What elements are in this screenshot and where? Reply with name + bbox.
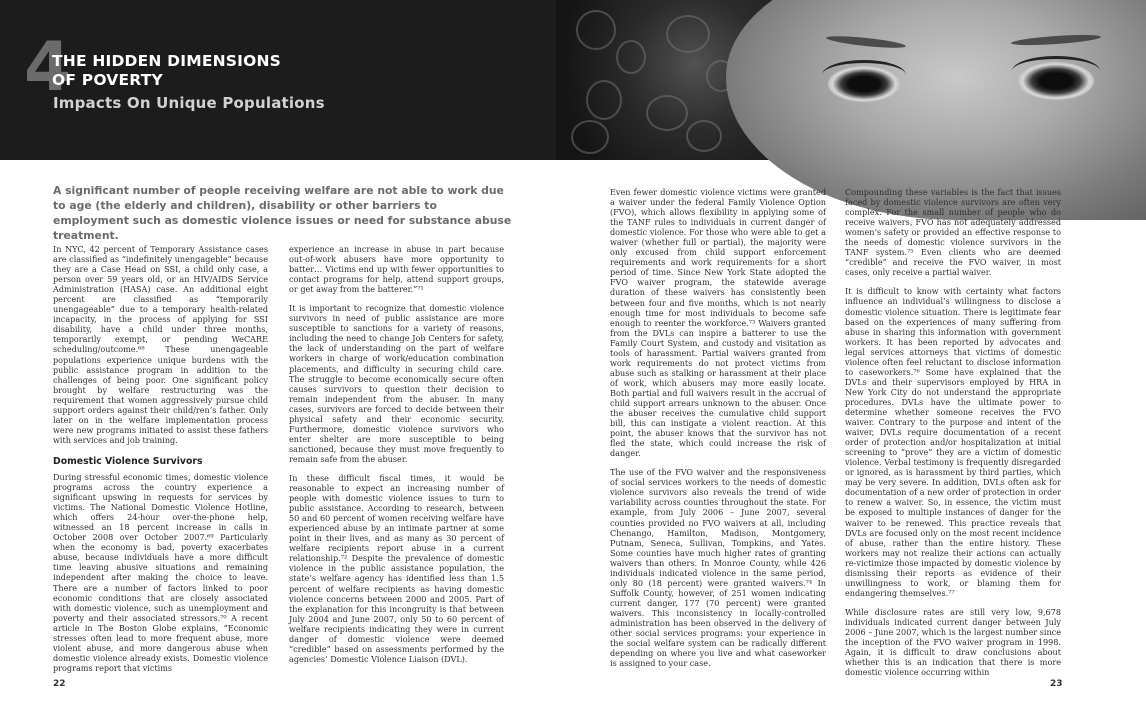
photo-right-eyelid	[1012, 56, 1100, 86]
paragraph: Even fewer domestic violence victims were granted a waiver under the federal Family Violence Option (FVO), which allows flexibility in applying some of the TANF rules to individuals in current danger of domestic violence. For those who were able to get a waiver (whether full or partial), the majority were only excused from child support enforcement requirements and work requirements for a short period of time. Since New York State adopted the FVO waiver program, the statewide average duration of these waivers has consistently been between four and five months, which is not nearly enough time for most individuals to become safe enough to reenter the workforce.⁷³ Waivers granted from the DVLs can inspire a batterer to use the Family Court System, and custody and visitation as tools of harassment. Partial waivers granted from work requirements do not protect victims from abuse such as stalking or harassment at their place of work, which abusers may more easily locate. Both partial and full waivers result in the accrual of child support arrears unknown to the abuser. Once the abuser receives the cumulative child support bill, this can instigate a violent reaction. At this point, the abuser knows that the survivor has not fled the state, which could increase the risk of danger.	[610, 187, 826, 459]
photo-left-eyelid	[822, 60, 906, 90]
paragraph: The use of the FVO waiver and the responsiveness of social services workers to the needs of domestic violence survivors also reveals the trend of wide variability across counties throughout the state. For example, from July 2006 – June 2007, several counties provided no FVO waivers at all, including Chenango, Hamilton, Madison, Montgomery, Putnam, Seneca, Sullivan, Tompkins, and Yates. Some counties have much higher rates of granting waivers than others. In Monroe County, while 426 individuals indicated violence in the same period, only 80 (18 percent) were granted waivers.⁷⁴ In Suffolk County, however, of 251 women indicating current danger, 177 (70 percent) were granted waivers. This inconsistency in locally-controlled administration has been observed in the delivery of other social services programs: your experience in the social welfare system can be radically different depending on where you live and what caseworker is assigned to your case.	[610, 467, 826, 669]
section-heading: Domestic Violence Survivors	[53, 455, 203, 467]
chapter-title-line1: THE HIDDEN DIMENSIONS	[52, 52, 282, 70]
body-column-4	[845, 187, 1061, 678]
paragraph: It is difficult to know with certainty what factors influence an individual’s willingness to disclose a domestic violence situation. There is legitimate fear based on the experiences of many suffering from abuse in sharing this information with government workers. It has been reported by advocates and legal services attorneys that victims of domestic violence often feel reluctant to disclose information to caseworkers.⁷⁶ Some have explained that the DVLs and their supervisors employed by HRA in New York City do not understand the appropriate procedures. DVLs have the ultimate power to determine whether someone receives the FVO waiver. Contrary to the purpose and intent of the waiver, DVLs require documentation of a recent order of protection and/or hospitalization at initial screening to “prove” they are a victim of domestic violence. Verbal testimony is frequently disregarded or ignored, as is harassment by third parties, which may be very severe. In addition, DVLs often ask for documentation of a new order of protection in order to renew a waiver. So, in essence, the victim must be exposed to multiple instances of danger for the waiver to be renewed. This practice reveals that DVLs are focused only on the most recent incidence of abuse, rather than the entire history. These workers may not realize their actions can actually re-victimize those impacted by domestic violence by dismissing their reports as evidence of their unwillingness to work, or blaming them for endangering themselves.⁷⁷	[845, 286, 1061, 598]
paragraph: While disclosure rates are still very low, 9,678 individuals indicated current danger between July 2006 – June 2007, which is the largest number since the inception of the FVO waiver program in 1998. Again, it is difficult to draw conclusions about whether this is an indication that there is more domestic violence occurring within	[845, 606, 1061, 678]
page-number-left: 22	[53, 679, 66, 689]
paragraph: Compounding these variables is the fact that issues faced by domestic violence survivors are often very complex. For the small number of people who do receive waivers, FVO has not adequately addressed women’s safety or provided an effective response to the needs of domestic violence survivors in the TANF system.⁷⁵ Even clients who are deemed “credible” and receive the FVO waiver, in most cases, only receive a partial waiver.	[845, 187, 1061, 278]
paragraph: In NYC, 42 percent of Temporary Assistance cases are classified as “indefinitely unengageble” because they are a Case Head on SSI, a child only case, a person over 59 years old, or an HIV/AIDS Service Administration (HASA) case. An additional eight percent are classified as “temporarily unengageable” due to a temporary health-related incapacity, in the process of applying for SSI disability, have a child under three months, temporarily exempt, or pending WeCARE scheduling/outcome.⁶⁸ These unengageable populations experience unique burdens with the public assistance program in addition to the challenges of being poor. One significant policy brought by welfare restructuring was the requirement that women aggressively pursue child support orders against their child/ren’s father. Only later on in the welfare implementation process were new programs initiated to assist these fathers with services and job training.	[53, 244, 268, 445]
body-column-1	[53, 244, 268, 673]
page-number-right: 23	[1050, 679, 1063, 689]
lead-paragraph: A significant number of people receiving welfare are not able to work due to age (the elderly and children), disability or other barriers to employment such as domestic violence issues or need for substance abuse treatment.	[53, 184, 512, 242]
banner-photo-face	[556, 0, 1113, 160]
paragraph: It is important to recognize that domestic violence survivors in need of public assistance are more susceptible to sanctions for a variety of reasons, including the need to change Job Centers for safety, the lack of understanding on the part of welfare workers in charge of work/education combination placements, and difficulty in securing child care. The struggle to become economically secure often causes survivors to question their decision to remain independent from the abuser. In many cases, survivors are forced to decide between their physical safety and their economic security. Furthermore, domestic violence survivors who enter shelter are more susceptible to being sanctioned, because they must move frequently to remain safe from the abuser.	[289, 303, 504, 464]
chapter-subtitle: Impacts On Unique Populations	[53, 94, 325, 112]
paragraph: During stressful economic times, domestic violence programs across the country experience a significant upswing in requests for services by victims. The National Domestic Violence Hotline, which offers 24-hour over-the-phone help, witnessed an 18 percent increase in calls in October 2008 over October 2007.⁶⁹ Particularly when the economy is bad, poverty exacerbates abuse, because individuals have a more difficult time leaving abusive situations and remaining independent after making the choice to leave. There are a number of factors linked to poor economic conditions that are closely associated with domestic violence, such as unemployment and poverty and their associated stressors.⁷⁰ A recent article in The Boston Globe explains, “Economic stresses often lead to more frequent abuse, more violent abuse, and more dangerous abuse when domestic violence already exists. Domestic violence programs report that victims	[53, 471, 268, 673]
chapter-title	[52, 52, 281, 90]
body-column-3	[610, 187, 826, 669]
paragraph: experience an increase in abuse in part because out-of-work abusers have more opportunity to batter… Victims end up with fewer opportunities to contact programs for help, attend support groups, or get away from the batterer.”⁷¹	[289, 244, 504, 295]
body-column-2	[289, 244, 504, 666]
paragraph: In these difficult fiscal times, it would be reasonable to expect an increasing number of people with domestic violence issues to turn to public assistance. According to research, between 50 and 60 percent of women receiving welfare have experienced abuse by an intimate partner at some point in their lives, and as many as 30 percent of welfare recipients report abuse in a current relationship.⁷² Despite the prevalence of domestic violence in the public assistance population, the state’s welfare agency has identified less than 1.5 percent of welfare recipients as having domestic violence concerns between 2000 and 2005. Part of the explanation for this incongruity is that between July 2004 and June 2007, only 50 to 60 percent of welfare recipients indicating they were in current danger of domestic violence were deemed “credible” based on assessments performed by the agencies’ Domestic Violence Liaison (DVL).	[289, 472, 504, 664]
chapter-banner	[0, 0, 1113, 160]
chapter-title-line2: OF POVERTY	[52, 71, 163, 89]
chapter-number: 4	[24, 28, 70, 107]
